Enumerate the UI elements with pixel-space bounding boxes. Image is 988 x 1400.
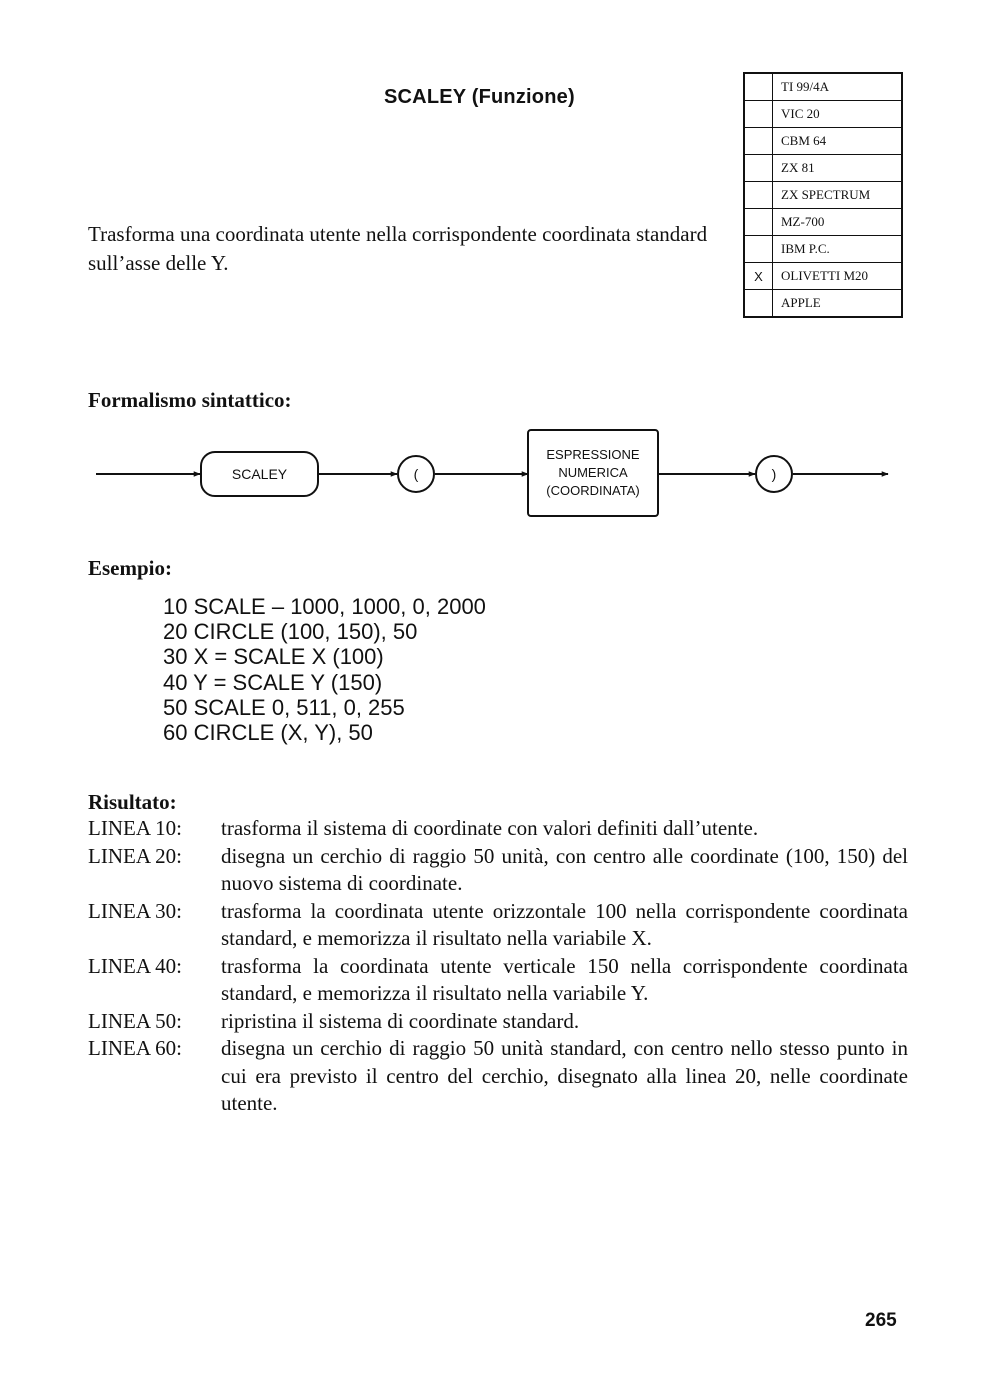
example-heading: Esempio: bbox=[88, 556, 172, 580]
syntax-diagram bbox=[0, 420, 988, 530]
compat-row bbox=[744, 101, 902, 128]
code-line: 60 CIRCLE (X, Y), 50 bbox=[163, 720, 373, 746]
compat-row bbox=[744, 290, 902, 318]
compat-row bbox=[744, 155, 902, 182]
compat-mark bbox=[744, 236, 773, 263]
compat-name: MZ-700 bbox=[773, 209, 903, 236]
expression-line-3: (COORDINATA) bbox=[546, 483, 640, 498]
compat-name: VIC 20 bbox=[773, 101, 903, 128]
result-item bbox=[88, 898, 908, 953]
result-item bbox=[88, 1008, 908, 1036]
compat-row bbox=[744, 236, 902, 263]
compat-mark bbox=[744, 209, 773, 236]
compat-mark bbox=[744, 155, 773, 182]
page-title: SCALEY (Funzione) bbox=[384, 86, 575, 108]
compat-name: TI 99/4A bbox=[773, 73, 903, 101]
result-label: LINEA 10: bbox=[88, 816, 182, 840]
result-label: LINEA 50: bbox=[88, 1008, 182, 1033]
expression-line-1: ESPRESSIONE bbox=[546, 447, 640, 462]
result-text: disegna un cerchio di raggio 50 unità, con centro alle coordinate (100, 150) del nuovo sistema di coordinate. bbox=[221, 843, 908, 895]
result-text: trasforma il sistema di coordinate con valori definiti dall’utente. bbox=[221, 816, 759, 840]
compat-name: ZX SPECTRUM bbox=[773, 182, 903, 209]
compat-row bbox=[744, 128, 902, 155]
compat-name: IBM P.C. bbox=[773, 236, 903, 263]
code-line: 10 SCALE – 1000, 1000, 0, 2000 bbox=[163, 594, 486, 619]
open-paren-label: ( bbox=[413, 466, 419, 482]
result-text: trasforma la coordinata utente verticale 150 nella corrispondente coordinata standard, e memorizza il risultato nella variabile Y. bbox=[221, 953, 908, 1005]
function-description: Trasforma una coordinata utente nella corrispondente coordinata standard sull’asse delle Y. bbox=[88, 222, 708, 275]
result-label: LINEA 20: bbox=[88, 843, 182, 868]
code-line: 20 CIRCLE (100, 150), 50 bbox=[163, 619, 418, 645]
code-line: 40 Y = SCALE Y (150) bbox=[163, 669, 383, 695]
compat-mark bbox=[744, 290, 773, 318]
results-list bbox=[88, 815, 908, 1118]
code-example bbox=[163, 594, 486, 745]
compat-mark bbox=[744, 128, 773, 155]
code-line: 50 SCALE 0, 511, 0, 255 bbox=[163, 694, 405, 720]
compat-row bbox=[744, 182, 902, 209]
keyword-label: SCALEY bbox=[231, 466, 288, 482]
result-label: LINEA 60: bbox=[88, 1036, 182, 1060]
compat-mark bbox=[744, 182, 773, 209]
result-item bbox=[88, 843, 908, 898]
compat-name: APPLE bbox=[773, 290, 903, 318]
code-line: 30 X = SCALE X (100) bbox=[163, 644, 384, 670]
close-paren-label: ) bbox=[771, 466, 777, 482]
compat-name: CBM 64 bbox=[773, 128, 903, 155]
compat-row bbox=[744, 73, 902, 101]
result-label: LINEA 30: bbox=[88, 898, 182, 923]
result-text: ripristina il sistema di coordinate standard. bbox=[221, 1008, 580, 1033]
result-label: LINEA 40: bbox=[88, 953, 182, 978]
compat-row bbox=[744, 209, 902, 236]
compat-mark bbox=[744, 101, 773, 128]
result-item bbox=[88, 815, 908, 843]
compat-mark: X bbox=[744, 263, 773, 290]
syntax-heading: Formalismo sintattico: bbox=[88, 388, 292, 412]
compat-row bbox=[744, 263, 902, 290]
result-item bbox=[88, 953, 908, 1008]
result-text: trasforma la coordinata utente orizzontale 100 nella corrispondente coordinata standard, e memorizza il risultato nella variabile X. bbox=[221, 898, 908, 950]
result-item bbox=[88, 1035, 908, 1118]
compat-mark bbox=[744, 73, 773, 101]
compat-name: ZX 81 bbox=[773, 155, 903, 182]
compatibility-table bbox=[743, 72, 903, 318]
result-heading: Risultato: bbox=[88, 790, 177, 814]
page-number: 265 bbox=[865, 1310, 897, 1331]
expression-line-2: NUMERICA bbox=[558, 465, 628, 480]
compat-name: OLIVETTI M20 bbox=[773, 263, 903, 290]
result-text: disegna un cerchio di raggio 50 unità standard, con centro nello stesso punto in cui era previsto il centro del cerchio, disegnato alla linea 20, nelle coordinate utente. bbox=[221, 1036, 908, 1115]
